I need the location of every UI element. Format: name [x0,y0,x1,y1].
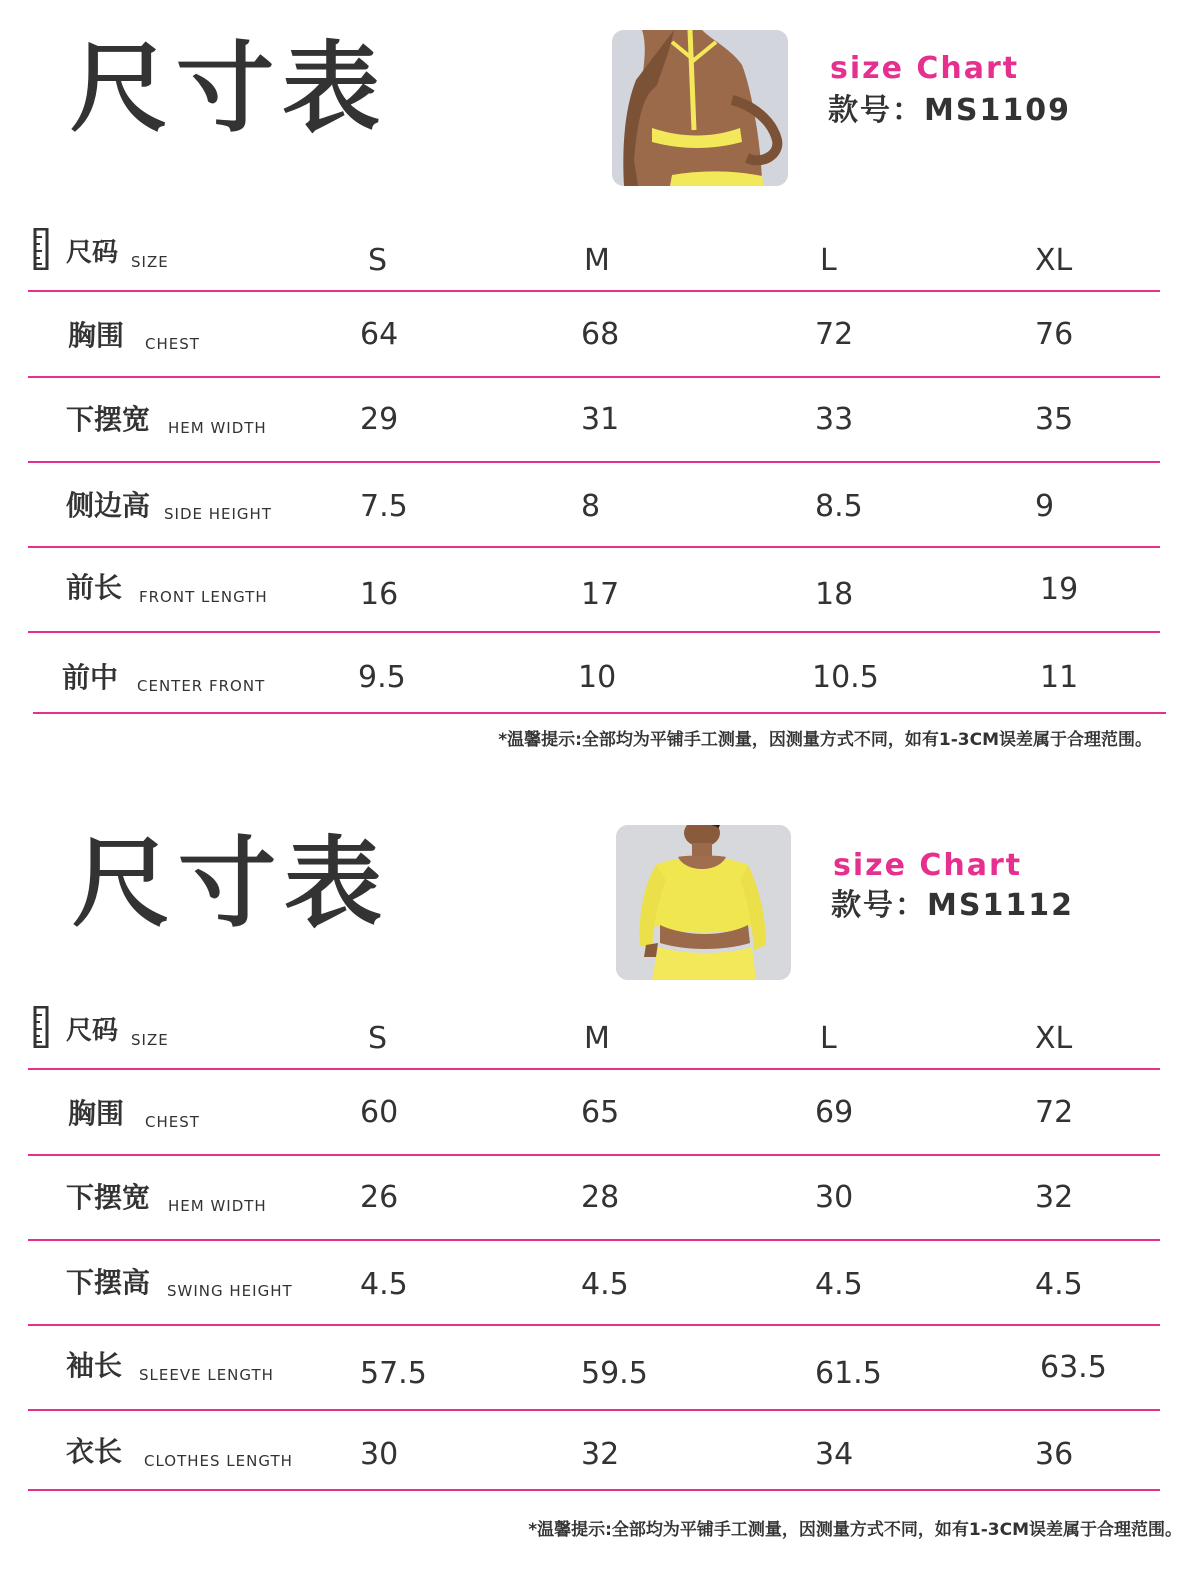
row-label-en: SWING HEIGHT [167,1282,293,1300]
table-cell: 10.5 [812,660,879,695]
size-col-s: S [368,243,388,278]
row-label-cn: 侧边高 [66,489,151,522]
size-col-xl: XL [1035,243,1073,278]
size-header-cn: 尺码 [66,1016,119,1046]
divider [28,1324,1160,1326]
divider [28,1154,1160,1156]
table-cell: 26 [360,1180,399,1215]
divider [33,712,1166,714]
ruler-icon [33,228,53,270]
table-cell: 32 [581,1437,620,1472]
divider [28,546,1160,548]
product-photo-sports-bra [612,30,788,186]
table-cell: 69 [815,1095,854,1130]
row-label-cn: 前中 [62,661,119,694]
row-label-en: CLOTHES LENGTH [144,1452,293,1470]
table-cell: 19 [1040,572,1079,607]
page-title: 尺寸表 [70,32,389,146]
size-col-m: M [584,243,610,278]
table-cell: 65 [581,1095,620,1130]
product-photo-crop-top [616,825,791,980]
row-label-en: CHEST [145,1113,200,1131]
divider [28,1068,1160,1070]
size-chart-section-2 [0,795,1200,1590]
measurement-note: *温馨提示:全部均为平铺手工测量，因测量方式不同，如有1-3CM误差属于合理范围。 [528,1520,1182,1540]
table-cell: 7.5 [360,489,408,524]
sports-bra-back-icon [612,30,788,186]
table-cell: 4.5 [581,1267,629,1302]
table-cell: 61.5 [815,1356,882,1391]
divider [28,376,1160,378]
size-col-l: L [820,243,837,278]
divider [28,1239,1160,1241]
table-cell: 68 [581,317,620,352]
table-cell: 33 [815,402,854,437]
size-chart-label: size Chart [833,848,1023,883]
page-title: 尺寸表 [72,827,391,941]
table-cell: 10 [578,660,617,695]
table-cell: 31 [581,402,620,437]
row-label-cn: 下摆高 [66,1266,151,1299]
table-cell: 30 [815,1180,854,1215]
table-cell: 4.5 [815,1267,863,1302]
size-header-cn: 尺码 [66,238,119,268]
table-cell: 8.5 [815,489,863,524]
size-col-s: S [368,1021,388,1056]
size-header-en: SIZE [131,253,169,271]
table-cell: 72 [1035,1095,1074,1130]
long-sleeve-crop-top-icon [616,825,791,980]
table-cell: 9 [1035,489,1055,524]
row-label-en: HEM WIDTH [168,419,267,437]
divider [28,631,1160,633]
table-cell: 34 [815,1437,854,1472]
table-cell: 72 [815,317,854,352]
row-label-cn: 下摆宽 [66,403,151,436]
table-cell: 29 [360,402,399,437]
size-col-m: M [584,1021,610,1056]
divider [28,461,1160,463]
table-cell: 76 [1035,317,1074,352]
row-label-en: SIDE HEIGHT [164,505,272,523]
model-number: 款号：MS1112 [831,888,1074,923]
table-cell: 28 [581,1180,620,1215]
table-cell: 35 [1035,402,1074,437]
row-label-cn: 前长 [66,571,123,604]
row-label-cn: 袖长 [66,1349,123,1382]
row-label-en: SLEEVE LENGTH [139,1366,274,1384]
row-label-cn: 衣长 [66,1435,123,1468]
table-cell: 4.5 [360,1267,408,1302]
table-cell: 60 [360,1095,399,1130]
ruler-icon [33,1006,53,1048]
table-cell: 64 [360,317,399,352]
table-cell: 36 [1035,1437,1074,1472]
measurement-note: *温馨提示:全部均为平铺手工测量，因测量方式不同，如有1-3CM误差属于合理范围。 [498,730,1152,750]
table-cell: 30 [360,1437,399,1472]
divider [28,1489,1160,1491]
divider [28,290,1160,292]
table-cell: 4.5 [1035,1267,1083,1302]
table-cell: 11 [1040,660,1079,695]
size-col-l: L [820,1021,837,1056]
row-label-en: CHEST [145,335,200,353]
table-cell: 8 [581,489,601,524]
table-cell: 18 [815,577,854,612]
model-number: 款号：MS1109 [828,93,1071,128]
table-cell: 32 [1035,1180,1074,1215]
row-label-en: CENTER FRONT [137,677,266,695]
row-label-cn: 胸围 [68,1097,125,1130]
row-label-en: FRONT LENGTH [139,588,268,606]
size-header-en: SIZE [131,1031,169,1049]
divider [28,1409,1160,1411]
table-cell: 17 [581,577,620,612]
row-label-cn: 下摆宽 [66,1181,151,1214]
size-col-xl: XL [1035,1021,1073,1056]
table-cell: 16 [360,577,399,612]
table-cell: 63.5 [1040,1350,1107,1385]
row-label-en: HEM WIDTH [168,1197,267,1215]
table-cell: 9.5 [358,660,406,695]
table-cell: 59.5 [581,1356,648,1391]
size-chart-label: size Chart [830,51,1020,86]
row-label-cn: 胸围 [68,319,125,352]
table-cell: 57.5 [360,1356,427,1391]
